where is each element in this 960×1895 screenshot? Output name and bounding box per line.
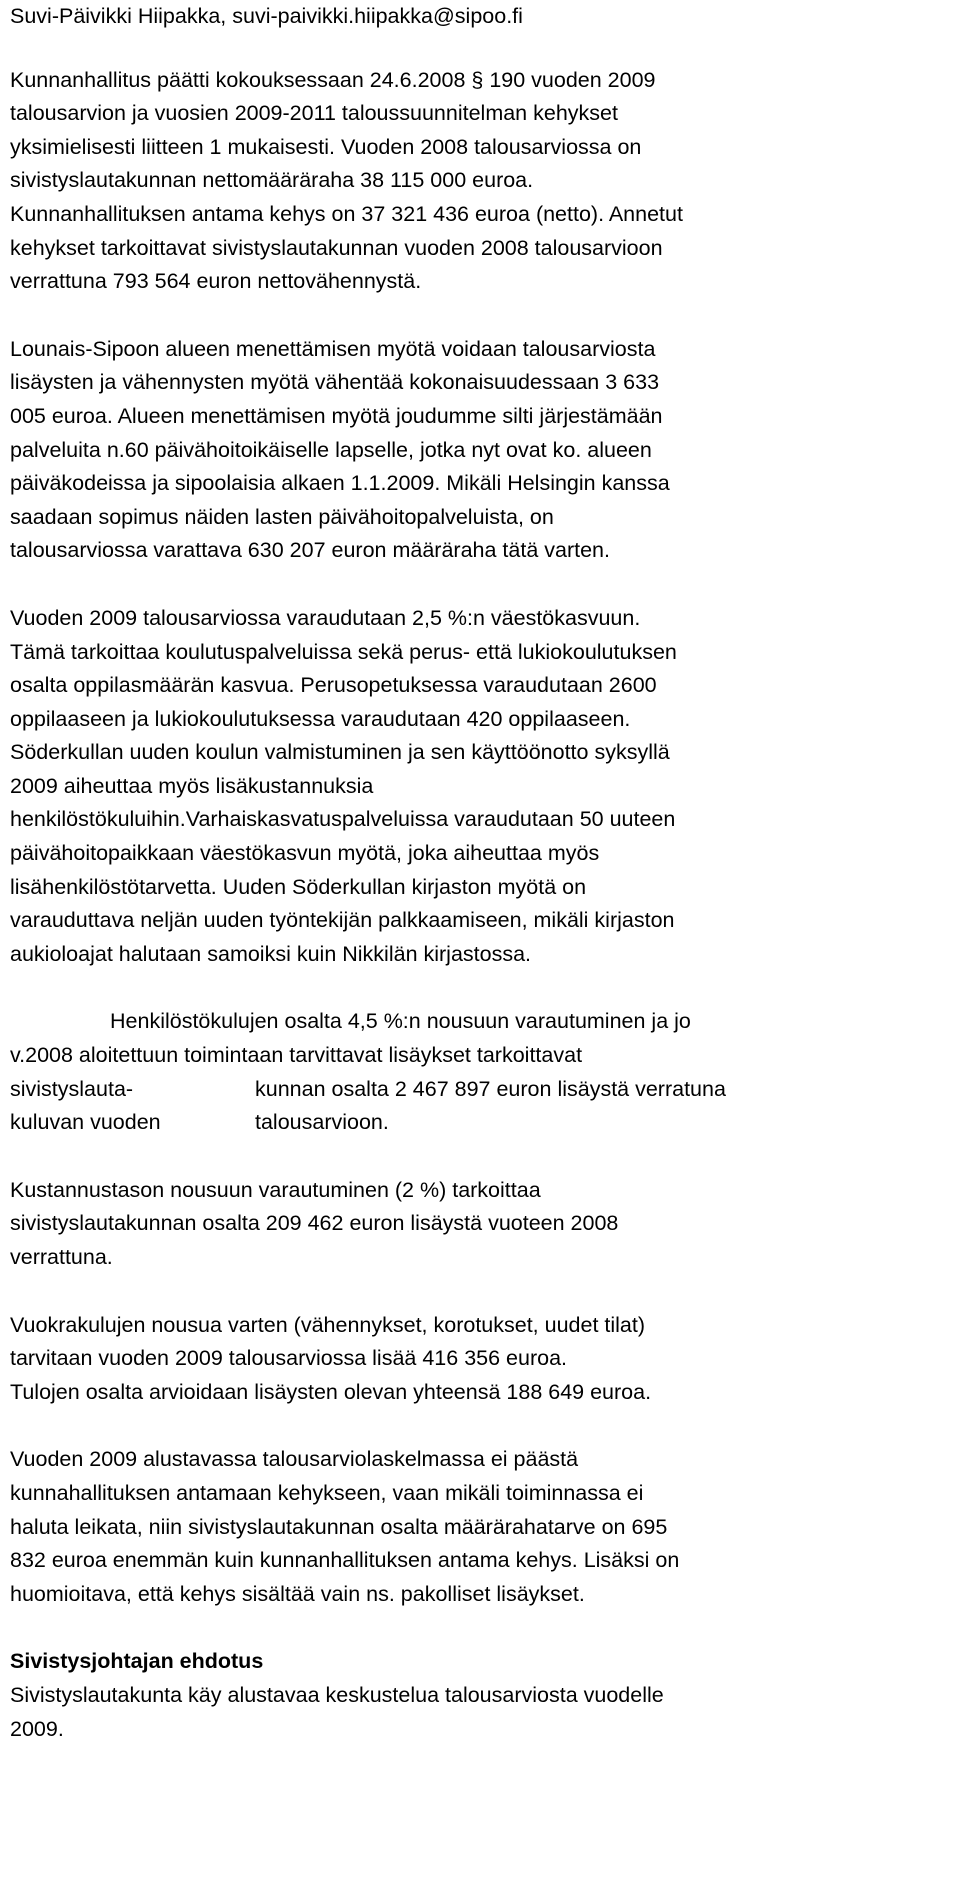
paragraph-budget-framework: [10, 64, 950, 299]
paragraph-lounais-sipoo: [10, 333, 950, 568]
text-line: talousarvion ja vuosien 2009-2011 taloussuunnitelman kehykset: [10, 101, 618, 126]
text-cell: talousarvioon.: [255, 1110, 389, 1135]
text-cell: kuluvan vuoden: [10, 1110, 161, 1135]
text-line: varauduttava neljän uuden työntekijän palkkaamiseen, mikäli kirjaston: [10, 908, 675, 933]
paragraph-personnel-costs: [10, 1005, 950, 1139]
paragraph-population-growth: [10, 602, 950, 972]
text-line: Kustannustason nousuun varautuminen (2 %) tarkoittaa: [10, 1177, 541, 1202]
text-line: oppilaaseen ja lukiokoulutuksessa varaudutaan 420 oppilaaseen.: [10, 706, 631, 731]
text-line: yksimielisesti liitteen 1 mukaisesti. Vuoden 2008 talousarviossa on: [10, 134, 642, 159]
paragraph-preliminary-budget: [10, 1443, 950, 1611]
text-cell: kunnan osalta 2 467 897 euron lisäystä verratuna: [255, 1076, 726, 1101]
text-line: kehykset tarkoittavat sivistyslautakunnan vuoden 2008 talousarvioon: [10, 235, 663, 260]
text-line: haluta leikata, niin sivistyslautakunnan osalta määrärahatarve on 695: [10, 1514, 668, 1539]
text-line: 2009.: [10, 1716, 64, 1741]
text-line: henkilöstökuluihin.Varhaiskasvatuspalveluissa varaudutaan 50 uuteen: [10, 807, 676, 832]
paragraph-rent-costs: [10, 1309, 950, 1410]
text-line: 832 euroa enemmän kuin kunnanhallituksen antama kehys. Lisäksi on: [10, 1548, 680, 1573]
text-line: päivähoitopaikkaan väestökasvun myötä, joka aiheuttaa myös: [10, 841, 600, 866]
text-line: Söderkullan uuden koulun valmistuminen ja sen käyttöönotto syksyllä: [10, 740, 670, 765]
text-line: päiväkodeissa ja sipoolaisia alkaen 1.1.2009. Mikäli Helsingin kanssa: [10, 471, 670, 496]
text-line: talousarviossa varattava 630 207 euron määräraha tätä varten.: [10, 538, 610, 563]
text-line: Kunnanhallitus päätti kokouksessaan 24.6.2008 § 190 vuoden 2009: [10, 67, 656, 92]
two-column-row: [10, 1106, 950, 1140]
text-line: Vuokrakulujen nousua varten (vähennykset, korotukset, uudet tilat): [10, 1312, 646, 1337]
section-heading: Sivistysjohtajan ehdotus: [10, 1649, 264, 1674]
text-line: Sivistyslautakunta käy alustavaa keskustelua talousarviosta vuodelle: [10, 1682, 664, 1707]
text-cell: sivistyslauta-: [10, 1076, 134, 1101]
text-line: Vuoden 2009 talousarviossa varaudutaan 2,5 %:n väestökasvuun.: [10, 605, 641, 630]
text-line: sivistyslautakunnan osalta 209 462 euron lisäystä vuoteen 2008: [10, 1211, 619, 1236]
text-line: Lounais-Sipoon alueen menettämisen myötä voidaan talousarviosta: [10, 336, 656, 361]
text-line: lisähenkilöstötarvetta. Uuden Söderkullan kirjaston myötä on: [10, 874, 587, 899]
text-line: palveluita n.60 päivähoitoikäiselle lapselle, jotka nyt ovat ko. alueen: [10, 437, 652, 462]
text-line: kunnahallituksen antamaan kehykseen, vaan mikäli toiminnassa ei: [10, 1480, 644, 1505]
text-line: sivistyslautakunnan nettomääräraha 38 115 000 euroa.: [10, 168, 534, 193]
text-line: Tulojen osalta arvioidaan lisäysten olevan yhteensä 188 649 euroa.: [10, 1379, 652, 1404]
text-line: saadaan sopimus näiden lasten päivähoitopalveluista, on: [10, 504, 554, 529]
text-line: lisäysten ja vähennysten myötä vähentää kokonaisuudessaan 3 633: [10, 370, 660, 395]
paragraph-cost-level: [10, 1174, 950, 1275]
author-line: Suvi-Päivikki Hiipakka, suvi-paivikki.hiipakka@sipoo.fi: [10, 4, 523, 28]
text-line: Vuoden 2009 alustavassa talousarviolaskelmassa ei päästä: [10, 1447, 579, 1472]
text-line: Henkilöstökulujen osalta 4,5 %:n nousuun varautuminen ja jo: [110, 1009, 691, 1034]
text-line: osalta oppilasmäärän kasvua. Perusopetuksessa varaudutaan 2600: [10, 673, 657, 698]
text-line: 2009 aiheuttaa myös lisäkustannuksia: [10, 773, 374, 798]
text-line: aukioloajat halutaan samoiksi kuin Nikkilän kirjastossa.: [10, 941, 532, 966]
proposal-section: [10, 1645, 950, 1746]
text-line: Tämä tarkoittaa koulutuspalveluissa sekä perus- että lukiokoulutuksen: [10, 639, 677, 664]
text-line: huomioitava, että kehys sisältää vain ns. pakolliset lisäykset.: [10, 1581, 585, 1606]
text-line: tarvitaan vuoden 2009 talousarviossa lisää 416 356 euroa.: [10, 1346, 567, 1371]
text-line: verrattuna 793 564 euron nettovähennystä.: [10, 269, 422, 294]
text-line: Kunnanhallituksen antama kehys on 37 321 436 euroa (netto). Annetut: [10, 201, 683, 226]
text-line: verrattuna.: [10, 1245, 113, 1269]
text-line: v.2008 aloitettuun toimintaan tarvittavat lisäykset tarkoittavat: [10, 1043, 583, 1068]
text-line: 005 euroa. Alueen menettämisen myötä joudumme silti järjestämään: [10, 403, 663, 428]
two-column-row: [10, 1073, 950, 1107]
